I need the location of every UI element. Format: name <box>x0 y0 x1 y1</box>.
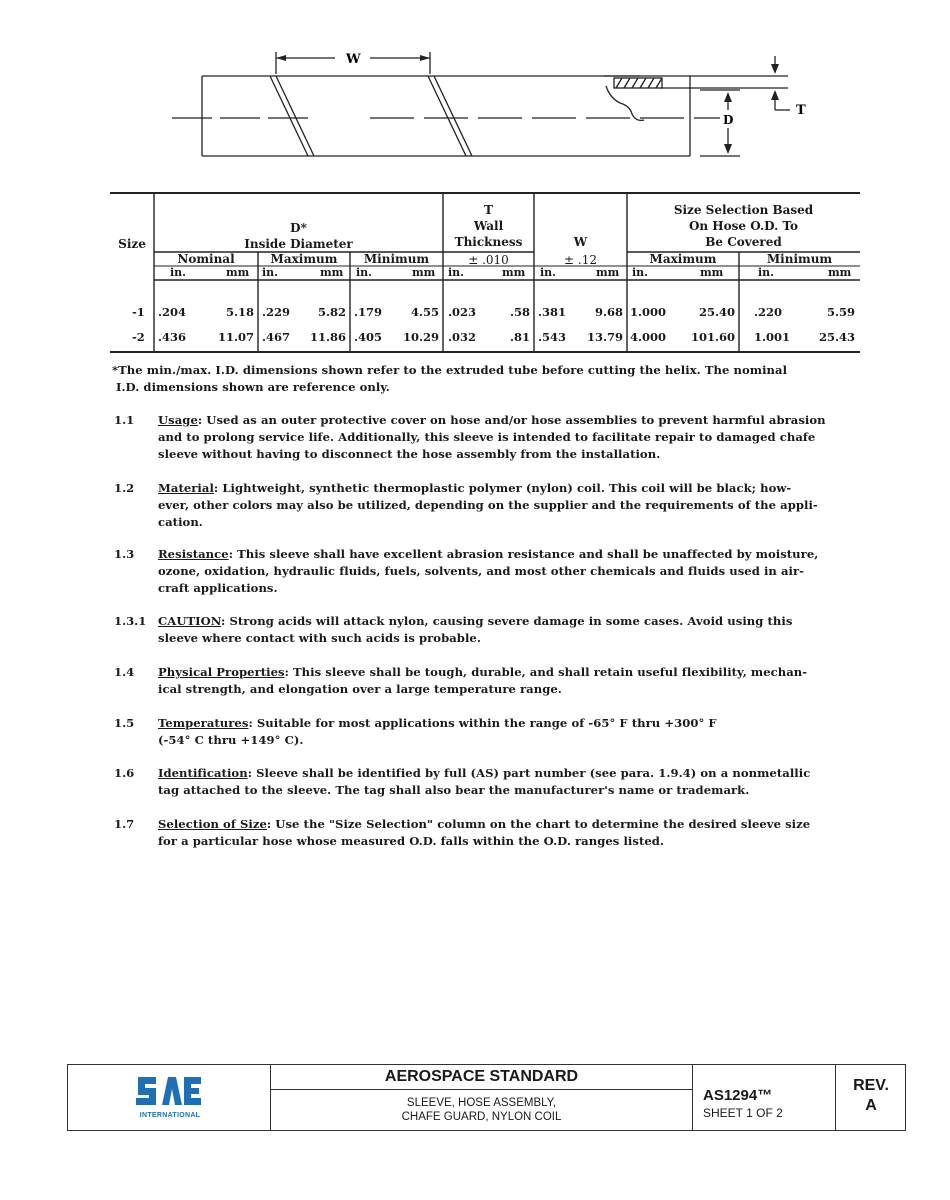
section-line <box>158 480 791 497</box>
row1-w-in: .381 <box>538 305 567 319</box>
section-line <box>158 514 203 531</box>
hdr-t-wall: Wall <box>473 219 504 233</box>
dim-w-label: W <box>346 52 361 67</box>
section-text: ozone, oxidation, hydraulic fluids, fuels, solvents, and most other chemicals and fluids used in air- <box>158 564 805 578</box>
section-title: Temperatures <box>158 716 249 730</box>
section-title: Material <box>158 481 214 495</box>
hdr-sel-max: Maximum <box>649 252 717 266</box>
doc-number: AS1294™ <box>703 1087 773 1104</box>
hdr-d-title: D* <box>290 221 307 235</box>
section-line <box>158 412 826 429</box>
rev-label: REV. <box>853 1077 889 1094</box>
unit-in: in. <box>356 266 373 279</box>
row2-nom-mm: 11.07 <box>217 330 254 344</box>
section-line <box>158 580 278 597</box>
section-line <box>158 681 562 698</box>
row2-max-mm: 11.86 <box>309 330 346 344</box>
row2-size: -2 <box>132 330 145 344</box>
dim-d-label: D <box>723 113 734 127</box>
unit-mm: mm <box>596 266 620 279</box>
section-text: ical strength, and elongation over a large temperature range. <box>158 682 562 696</box>
row2-t-mm: .81 <box>509 330 530 344</box>
hdr-size: Size <box>118 237 146 251</box>
unit-mm: mm <box>320 266 344 279</box>
section-text: tag attached to the sleeve. The tag shall also bear the manufacturer's name or trademark. <box>158 783 750 797</box>
title-divider <box>271 1089 692 1090</box>
unit-in: in. <box>758 266 775 279</box>
section-line <box>158 732 303 749</box>
rev-cell <box>836 1065 906 1130</box>
row1-smax-in: 1.000 <box>630 305 667 319</box>
section-line <box>158 613 792 630</box>
section-line <box>158 782 749 799</box>
row1-min-mm: 4.55 <box>410 305 439 319</box>
section-text: : Use the "Size Selection" column on the chart to determine the desired sleeve size <box>266 817 811 831</box>
section-line <box>158 816 810 833</box>
dim-t-label: T <box>796 103 806 118</box>
logo-subtitle: INTERNATIONAL <box>139 1112 201 1119</box>
section-title: CAUTION <box>158 614 222 628</box>
section-number: 1.3.1 <box>114 614 147 628</box>
unit-in: in. <box>632 266 649 279</box>
row1-nom-mm: 5.18 <box>225 305 254 319</box>
unit-in: in. <box>540 266 557 279</box>
sleeve-drawing <box>160 48 840 168</box>
row2-min-mm: 10.29 <box>402 330 439 344</box>
section-text: cation. <box>158 515 203 529</box>
doc-number-cell <box>693 1065 836 1130</box>
section-line <box>158 429 815 446</box>
section-line <box>158 715 717 732</box>
hdr-d-sub: Inside Diameter <box>244 237 353 251</box>
section-line <box>158 546 818 563</box>
hdr-sel-3: Be Covered <box>705 235 782 249</box>
section-text: : Lightweight, synthetic thermoplastic polymer (nylon) coil. This coil will be black; how- <box>213 481 792 495</box>
section-title: Selection of Size <box>158 817 267 831</box>
row2-smax-mm: 101.60 <box>690 330 735 344</box>
row1-smax-mm: 25.40 <box>698 305 735 319</box>
section-text: : Strong acids will attack nylon, causing severe damage in some cases. Avoid using this <box>221 614 793 628</box>
row1-max-in: .229 <box>262 305 291 319</box>
section-number: 1.7 <box>114 817 135 831</box>
section-text: : This sleeve shall be tough, durable, and shall retain useful flexibility, mechan- <box>284 665 808 679</box>
row2-smin-mm: 25.43 <box>818 330 855 344</box>
row2-w-in: .543 <box>538 330 567 344</box>
section-text: (-54° C thru +149° C). <box>158 733 304 747</box>
section-number: 1.1 <box>114 413 135 427</box>
hdr-w-title: W <box>573 235 588 249</box>
row2-w-mm: 13.79 <box>586 330 623 344</box>
unit-in: in. <box>448 266 465 279</box>
row2-nom-in: .436 <box>158 330 187 344</box>
section-text: sleeve without having to disconnect the hose assembly from the installation. <box>158 447 661 461</box>
row1-max-mm: 5.82 <box>317 305 346 319</box>
sheet-number: SHEET 1 OF 2 <box>703 1106 783 1120</box>
hdr-minimum: Minimum <box>363 252 430 266</box>
unit-mm: mm <box>828 266 852 279</box>
logo-cell <box>68 1065 271 1130</box>
row2-min-in: .405 <box>354 330 383 344</box>
section-text: ever, other colors may also be utilized, depending on the supplier and the requirements of the appli- <box>158 498 818 512</box>
row1-t-in: .023 <box>448 305 477 319</box>
logo-text: SAE <box>136 1075 139 1076</box>
doc-title-line-1: SLEEVE, HOSE ASSEMBLY, <box>406 1097 557 1109</box>
title-block <box>67 1064 906 1131</box>
section-number: 1.3 <box>114 547 135 561</box>
section-number: 1.4 <box>114 665 135 679</box>
row2-smin-in: 1.001 <box>754 330 791 344</box>
section-number: 1.5 <box>114 716 135 730</box>
section-text: craft applications. <box>158 581 278 595</box>
section-text: : Suitable for most applications within the range of -65° F thru +300° F <box>248 716 717 730</box>
row2-max-in: .467 <box>262 330 291 344</box>
section-title: Identification <box>158 766 248 780</box>
hdr-sel-1: Size Selection Based <box>673 203 814 217</box>
row2-t-in: .032 <box>448 330 477 344</box>
footnote-line-2: I.D. dimensions shown are reference only. <box>116 380 390 394</box>
unit-mm: mm <box>412 266 436 279</box>
section-line <box>158 630 481 647</box>
row1-size: -1 <box>132 305 145 319</box>
row2-smax-in: 4.000 <box>630 330 667 344</box>
row1-smin-in: .220 <box>754 305 783 319</box>
hdr-sel-min: Minimum <box>766 252 833 266</box>
section-line <box>158 765 810 782</box>
unit-in: in. <box>170 266 187 279</box>
hdr-sel-2: On Hose O.D. To <box>688 219 799 233</box>
hdr-t-tol: ± .010 <box>468 253 509 267</box>
section-text: and to prolong service life. Additionally, this sleeve is intended to facilitate repair to damaged chafe <box>158 430 816 444</box>
section-line <box>158 497 818 514</box>
row1-t-mm: .58 <box>509 305 530 319</box>
section-line <box>158 664 807 681</box>
rev-value: A <box>865 1097 877 1114</box>
title-cell <box>271 1065 693 1130</box>
section-number: 1.2 <box>114 481 135 495</box>
section-text: : This sleeve shall have excellent abrasion resistance and shall be unaffected by moisture, <box>228 547 819 561</box>
hdr-maximum: Maximum <box>270 252 338 266</box>
section-text: : Sleeve shall be identified by full (AS) part number (see para. 1.9.4) on a nonmetallic <box>247 766 811 780</box>
unit-mm: mm <box>700 266 724 279</box>
row1-w-mm: 9.68 <box>594 305 623 319</box>
section-title: Usage <box>158 413 198 427</box>
spec-table <box>110 192 860 354</box>
sae-logo <box>136 1075 202 1109</box>
hdr-t-title: T <box>484 203 493 217</box>
section-number: 1.6 <box>114 766 135 780</box>
row1-min-in: .179 <box>354 305 383 319</box>
section-text: for a particular hose whose measured O.D. falls within the O.D. ranges listed. <box>158 834 665 848</box>
unit-in: in. <box>262 266 279 279</box>
section-title: Physical Properties <box>158 665 285 679</box>
hdr-w-tol: ± .12 <box>564 253 597 267</box>
section-title: Resistance <box>158 547 229 561</box>
row1-smin-mm: 5.59 <box>826 305 855 319</box>
doc-title-line-2: CHAFE GUARD, NYLON COIL <box>401 1111 562 1123</box>
unit-mm: mm <box>226 266 250 279</box>
row1-nom-in: .204 <box>158 305 187 319</box>
aerospace-standard-heading: AEROSPACE STANDARD <box>384 1068 579 1085</box>
hdr-t-thick: Thickness <box>454 235 523 249</box>
section-line <box>158 563 804 580</box>
unit-mm: mm <box>502 266 526 279</box>
section-line <box>158 833 664 850</box>
section-text: : Used as an outer protective cover on hose and/or hose assemblies to prevent harmful abrasion <box>197 413 826 427</box>
section-line <box>158 446 660 463</box>
footnote-line-1: *The min./max. I.D. dimensions shown refer to the extruded tube before cutting the helix. The nominal <box>112 363 788 377</box>
section-text: sleeve where contact with such acids is probable. <box>158 631 481 645</box>
hdr-nominal: Nominal <box>177 252 235 266</box>
